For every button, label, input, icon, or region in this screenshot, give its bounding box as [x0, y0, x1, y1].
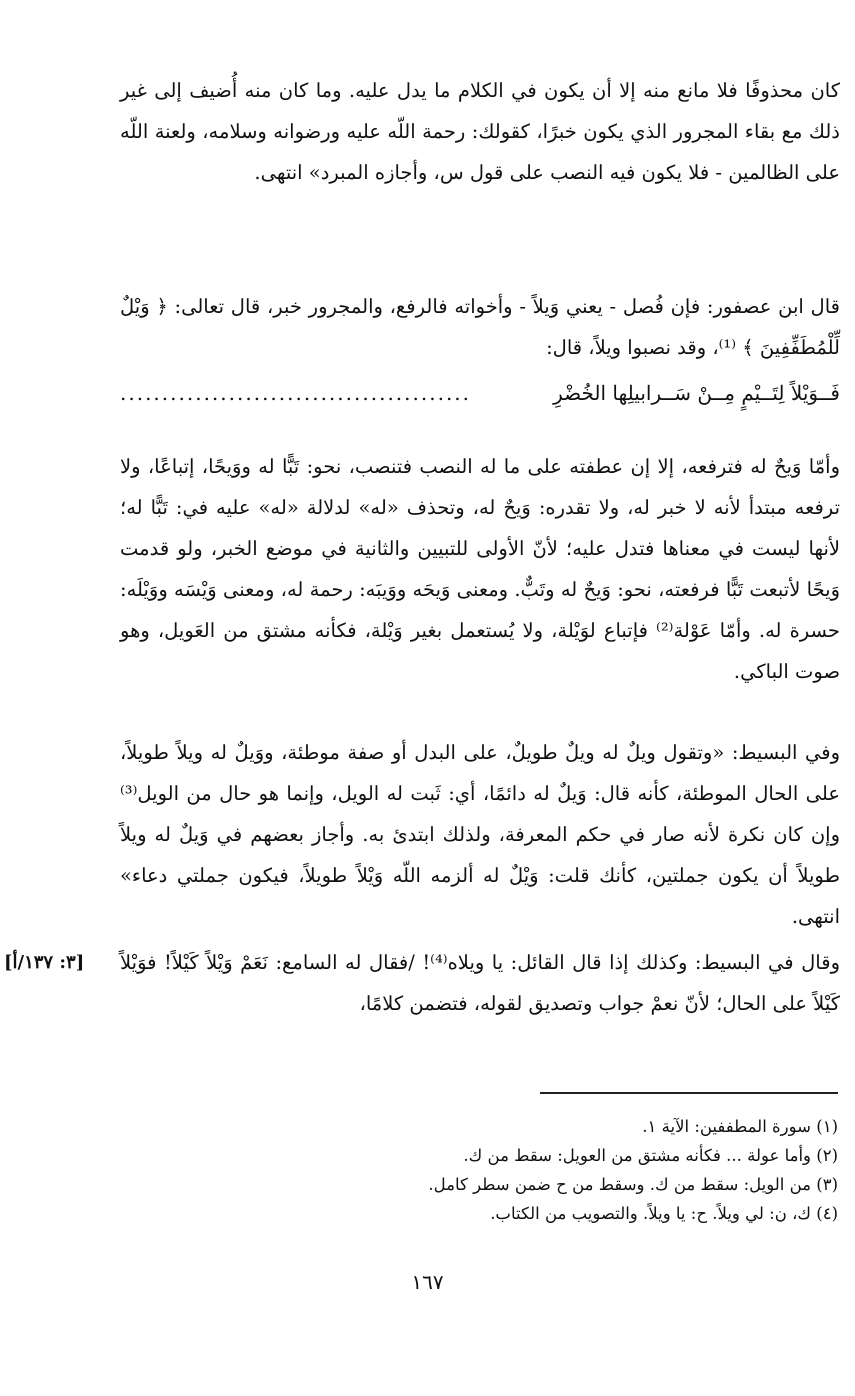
paragraph-5: وقال في البسيط: وكذلك إذا قال القائل: يا ويلاه⁽⁴⁾! /فقال له السامع: نَعَمْ وَيْلاً كَيْلاً! فوَيْلاً كَيْلاً على الحال؛ لأنّ نعمْ جواب وتصديق لقوله، فتضمن كلامًا،: [120, 951, 840, 1015]
footnote-separator: [540, 1092, 838, 1094]
paragraph-4: وفي البسيط: «وتقول ويلٌ له ويلٌ طويلٌ، على البدل أو صفة موطئة، ووَيلٌ له ويلاً طويلاً، على الحال الموطئة، كأنه قال: وَيلٌ له دائمًا، أي: ثَبت له الويل، وإنما هو حال من الويل⁽³⁾ وإن كان نكرة لأنه صار في حكم المعرفة، ولذلك ابتدئ به. وأجاز بعضهم في وَيلٌ له ويلاً طويلاً أن يكون جملتين، كأنك قلت: وَيْلٌ له ألزمه اللّه وَيْلاً طويلاً، فيكون جملتي دعاء» انتهى.: [120, 741, 840, 928]
paragraph-3: وأمّا وَيحٌ له فترفعه، إلا إن عطفته على ما له النصب فتنصب، نحو: تَبًّا له ووَيحًا، إتباعًا، ولا ترفعه مبتدأ لأنه لا خبر له، ولا تقدره: وَيحٌ له، وتحذف «له» لدلالة «له» عليه في: تَبًّا له؛ لأنها ليست في معناها فتدل عليه؛ لأنّ الأولى للتبيين والثانية في موضع الخبر، ولو قدمت وَيحًا لأتبعت تَبًّا فرفعته، نحو: وَيحٌ له وتَبٌّ. ومعنى وَيحَه ووَيبَه: رحمة له، ومعنى وَيْسَه ووَيْلَه: حسرة له. وأمّا عَوْلة⁽²⁾ فإتباع لوَيْلة، ولا يُستعمل بغير وَيْلة، فكأنه مشتق من العَويل، وهو صوت الباكي.: [120, 455, 840, 683]
paragraph-1: كان محذوفًا فلا مانع منه إلا أن يكون في الكلام ما يدل عليه. وما كان منه أُضيف إلى غير ذلك مع بقاء المجرور الذي يكون خبرًا، كقولك: رحمة اللّه عليه ورضوانه وسلامه، ولعنة اللّه على الظالمين - فلا يكون فيه النصب على قول س، وأجازه المبرد» انتهى.: [120, 79, 840, 184]
manuscript-margin-reference: [٣: ١٣٧/أ]: [4, 952, 85, 973]
paragraph-2: قال ابن عصفور: فإن فُصل - يعني وَيلاً - وأخواته فالرفع، والمجرور خبر، قال تعالى: ﴿ وَيْلٌ لِّلْمُطَفِّفِينَ ﴾ ⁽¹⁾، وقد نصبوا ويلاً، قال:: [120, 295, 840, 359]
footnotes: [120, 1112, 838, 1228]
poetry-verse: [120, 368, 840, 418]
footnote-4: (٤) ك، ن: لي ويلاً. ح: يا ويلاً. والتصويب من الكتاب.: [490, 1204, 838, 1223]
footnote-3: (٣) من الويل: سقط من ك. وسقط من ح ضمن سطر كامل.: [428, 1175, 838, 1194]
footnote-1: (١) سورة المطففين: الآية ١.: [642, 1117, 838, 1136]
footnote-2: (٢) وأما عولة ... فكأنه مشتق من العويل: سقط من ك.: [463, 1146, 838, 1165]
verse-text: فَــوَيْلاً لِتَــيْمٍ مِــنْ سَــرابيلِها الخُضْرِ: [553, 381, 840, 405]
page-number: ١٦٧: [411, 1270, 444, 1294]
verse-dots: ..........................................: [120, 381, 472, 405]
